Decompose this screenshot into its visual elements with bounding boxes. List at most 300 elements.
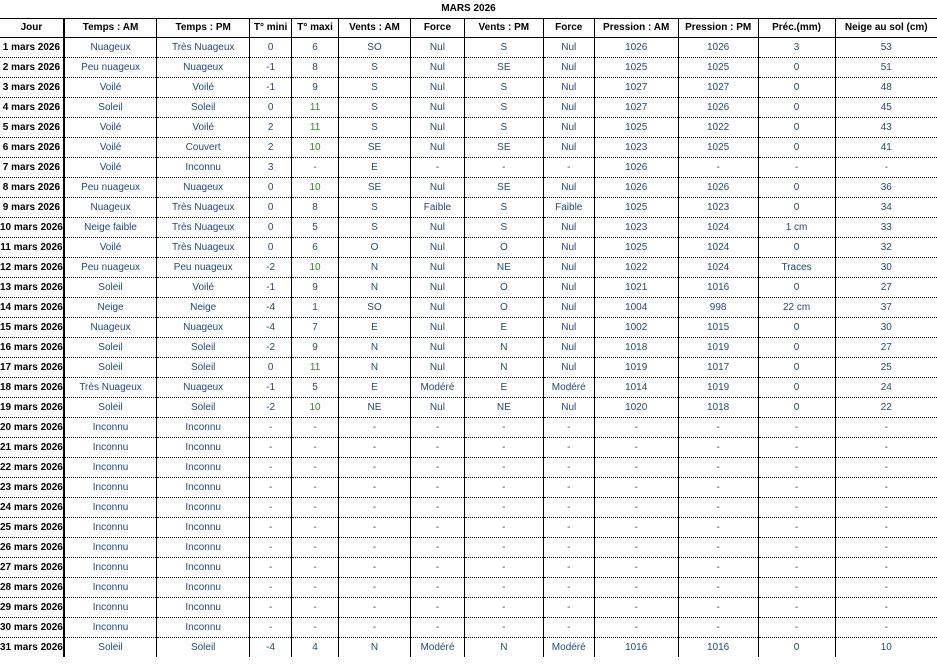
- table-cell[interactable]: 1022: [594, 258, 678, 278]
- table-cell[interactable]: 0: [758, 138, 835, 158]
- table-cell[interactable]: -: [292, 458, 339, 478]
- table-cell[interactable]: 0: [250, 218, 292, 238]
- table-cell[interactable]: Peu nuageux: [64, 178, 157, 198]
- table-cell[interactable]: Soleil: [64, 638, 157, 658]
- table-cell[interactable]: SE: [339, 138, 411, 158]
- table-cell[interactable]: 37: [835, 298, 937, 318]
- table-cell[interactable]: -: [594, 498, 678, 518]
- table-cell[interactable]: 0: [758, 98, 835, 118]
- row-date[interactable]: 9 mars 2026: [0, 198, 64, 218]
- column-header[interactable]: Pression : PM: [678, 19, 758, 38]
- table-cell[interactable]: Inconnu: [64, 438, 157, 458]
- table-cell[interactable]: -: [678, 498, 758, 518]
- table-cell[interactable]: 2: [250, 138, 292, 158]
- table-cell[interactable]: -: [543, 578, 594, 598]
- column-header[interactable]: Vents : AM: [339, 19, 411, 38]
- table-cell[interactable]: N: [464, 338, 543, 358]
- table-cell[interactable]: 1016: [678, 638, 758, 658]
- table-cell[interactable]: Soleil: [157, 358, 250, 378]
- table-cell[interactable]: 1021: [594, 278, 678, 298]
- table-cell[interactable]: 1 cm: [758, 218, 835, 238]
- table-cell[interactable]: 1024: [678, 218, 758, 238]
- table-cell[interactable]: 4: [292, 638, 339, 658]
- table-cell[interactable]: -: [410, 578, 464, 598]
- table-cell[interactable]: N: [339, 258, 411, 278]
- table-cell[interactable]: 1027: [594, 98, 678, 118]
- table-cell[interactable]: 27: [835, 278, 937, 298]
- table-cell[interactable]: 2: [250, 118, 292, 138]
- table-cell[interactable]: -: [678, 478, 758, 498]
- table-cell[interactable]: Faible: [543, 198, 594, 218]
- table-cell[interactable]: -: [594, 538, 678, 558]
- table-cell[interactable]: -: [292, 618, 339, 638]
- row-date[interactable]: 26 mars 2026: [0, 538, 64, 558]
- table-cell[interactable]: 34: [835, 198, 937, 218]
- table-cell[interactable]: Nul: [410, 298, 464, 318]
- table-cell[interactable]: 11: [292, 98, 339, 118]
- table-cell[interactable]: 1025: [594, 118, 678, 138]
- table-cell[interactable]: Inconnu: [157, 478, 250, 498]
- table-cell[interactable]: -: [464, 518, 543, 538]
- row-date[interactable]: 12 mars 2026: [0, 258, 64, 278]
- table-cell[interactable]: -: [464, 418, 543, 438]
- table-cell[interactable]: N: [339, 638, 411, 658]
- column-header[interactable]: T° maxi: [292, 19, 339, 38]
- column-header[interactable]: Temps : PM: [157, 19, 250, 38]
- table-cell[interactable]: O: [339, 238, 411, 258]
- row-date[interactable]: 3 mars 2026: [0, 78, 64, 98]
- table-cell[interactable]: 0: [758, 118, 835, 138]
- table-cell[interactable]: 1018: [594, 338, 678, 358]
- table-cell[interactable]: 27: [835, 338, 937, 358]
- table-cell[interactable]: Nul: [543, 138, 594, 158]
- row-date[interactable]: 28 mars 2026: [0, 578, 64, 598]
- table-cell[interactable]: Nul: [410, 118, 464, 138]
- table-cell[interactable]: -: [543, 498, 594, 518]
- table-cell[interactable]: Nuageux: [157, 318, 250, 338]
- table-cell[interactable]: 1025: [678, 138, 758, 158]
- table-cell[interactable]: Très Nuageux: [64, 378, 157, 398]
- table-cell[interactable]: -: [292, 598, 339, 618]
- table-cell[interactable]: Soleil: [64, 98, 157, 118]
- table-cell[interactable]: 9: [292, 78, 339, 98]
- table-cell[interactable]: -: [678, 458, 758, 478]
- row-date[interactable]: 29 mars 2026: [0, 598, 64, 618]
- table-cell[interactable]: -: [464, 558, 543, 578]
- column-header[interactable]: Neige au sol (cm): [835, 19, 937, 38]
- table-cell[interactable]: -: [594, 598, 678, 618]
- table-cell[interactable]: -: [594, 458, 678, 478]
- table-cell[interactable]: Voilé: [157, 278, 250, 298]
- table-cell[interactable]: E: [339, 318, 411, 338]
- table-cell[interactable]: -: [464, 538, 543, 558]
- table-cell[interactable]: 6: [292, 38, 339, 58]
- table-cell[interactable]: -: [292, 478, 339, 498]
- table-cell[interactable]: S: [464, 98, 543, 118]
- table-cell[interactable]: -1: [250, 78, 292, 98]
- table-cell[interactable]: Inconnu: [157, 598, 250, 618]
- table-cell[interactable]: 0: [758, 198, 835, 218]
- table-cell[interactable]: Inconnu: [157, 438, 250, 458]
- table-cell[interactable]: Neige: [64, 298, 157, 318]
- table-cell[interactable]: Nul: [410, 338, 464, 358]
- table-cell[interactable]: 1023: [678, 198, 758, 218]
- table-cell[interactable]: -: [835, 498, 937, 518]
- table-cell[interactable]: -: [835, 538, 937, 558]
- table-cell[interactable]: O: [464, 278, 543, 298]
- table-cell[interactable]: 22 cm: [758, 298, 835, 318]
- table-cell[interactable]: -4: [250, 638, 292, 658]
- table-cell[interactable]: Nul: [410, 98, 464, 118]
- table-cell[interactable]: 1027: [678, 78, 758, 98]
- table-cell[interactable]: Nul: [410, 358, 464, 378]
- table-cell[interactable]: Nul: [543, 58, 594, 78]
- table-cell[interactable]: Nul: [543, 258, 594, 278]
- table-cell[interactable]: 9: [292, 278, 339, 298]
- table-cell[interactable]: 1026: [678, 178, 758, 198]
- row-date[interactable]: 10 mars 2026: [0, 218, 64, 238]
- table-cell[interactable]: Nul: [410, 38, 464, 58]
- table-cell[interactable]: -: [835, 598, 937, 618]
- table-cell[interactable]: -: [758, 598, 835, 618]
- row-date[interactable]: 30 mars 2026: [0, 618, 64, 638]
- table-cell[interactable]: N: [464, 638, 543, 658]
- table-cell[interactable]: S: [339, 98, 411, 118]
- table-cell[interactable]: 48: [835, 78, 937, 98]
- table-cell[interactable]: -1: [250, 58, 292, 78]
- row-date[interactable]: 8 mars 2026: [0, 178, 64, 198]
- table-cell[interactable]: 1026: [594, 158, 678, 178]
- table-cell[interactable]: Inconnu: [157, 458, 250, 478]
- table-cell[interactable]: 1019: [678, 378, 758, 398]
- table-cell[interactable]: 0: [758, 398, 835, 418]
- table-cell[interactable]: 1018: [678, 398, 758, 418]
- table-cell[interactable]: -: [410, 438, 464, 458]
- table-cell[interactable]: S: [339, 218, 411, 238]
- table-cell[interactable]: 0: [250, 98, 292, 118]
- table-cell[interactable]: Nul: [543, 278, 594, 298]
- table-cell[interactable]: -: [410, 518, 464, 538]
- table-cell[interactable]: NE: [464, 398, 543, 418]
- table-cell[interactable]: -: [250, 518, 292, 538]
- table-cell[interactable]: Soleil: [64, 278, 157, 298]
- table-cell[interactable]: Nul: [543, 358, 594, 378]
- table-cell[interactable]: -1: [250, 278, 292, 298]
- table-cell[interactable]: 10: [292, 178, 339, 198]
- row-date[interactable]: 15 mars 2026: [0, 318, 64, 338]
- table-cell[interactable]: Peu nuageux: [64, 58, 157, 78]
- table-cell[interactable]: Nul: [543, 318, 594, 338]
- table-cell[interactable]: Nul: [410, 398, 464, 418]
- table-cell[interactable]: 5: [292, 218, 339, 238]
- table-cell[interactable]: -: [835, 458, 937, 478]
- table-cell[interactable]: -: [292, 578, 339, 598]
- row-date[interactable]: 24 mars 2026: [0, 498, 64, 518]
- table-cell[interactable]: Très Nuageux: [157, 218, 250, 238]
- table-cell[interactable]: -: [250, 578, 292, 598]
- table-cell[interactable]: Inconnu: [64, 558, 157, 578]
- row-date[interactable]: 4 mars 2026: [0, 98, 64, 118]
- table-cell[interactable]: 0: [758, 358, 835, 378]
- table-cell[interactable]: Soleil: [157, 398, 250, 418]
- table-cell[interactable]: 7: [292, 318, 339, 338]
- table-cell[interactable]: -: [292, 498, 339, 518]
- table-cell[interactable]: -: [292, 538, 339, 558]
- table-cell[interactable]: 1025: [678, 58, 758, 78]
- table-cell[interactable]: Inconnu: [157, 158, 250, 178]
- row-date[interactable]: 16 mars 2026: [0, 338, 64, 358]
- table-cell[interactable]: 0: [758, 178, 835, 198]
- table-cell[interactable]: -: [758, 438, 835, 458]
- table-cell[interactable]: Soleil: [64, 398, 157, 418]
- table-cell[interactable]: -: [835, 558, 937, 578]
- table-cell[interactable]: -: [339, 438, 411, 458]
- table-cell[interactable]: 1025: [594, 198, 678, 218]
- table-cell[interactable]: -2: [250, 338, 292, 358]
- table-cell[interactable]: -: [543, 438, 594, 458]
- table-cell[interactable]: 0: [758, 638, 835, 658]
- table-cell[interactable]: -: [835, 158, 937, 178]
- table-cell[interactable]: -: [594, 478, 678, 498]
- table-cell[interactable]: -: [250, 618, 292, 638]
- table-cell[interactable]: -: [678, 558, 758, 578]
- table-cell[interactable]: -: [594, 618, 678, 638]
- table-cell[interactable]: 1026: [594, 178, 678, 198]
- table-cell[interactable]: 0: [758, 378, 835, 398]
- table-cell[interactable]: -: [250, 418, 292, 438]
- table-cell[interactable]: Inconnu: [64, 578, 157, 598]
- row-date[interactable]: 17 mars 2026: [0, 358, 64, 378]
- table-cell[interactable]: S: [464, 38, 543, 58]
- row-date[interactable]: 22 mars 2026: [0, 458, 64, 478]
- row-date[interactable]: 25 mars 2026: [0, 518, 64, 538]
- column-header[interactable]: T° mini: [250, 19, 292, 38]
- table-cell[interactable]: -: [543, 418, 594, 438]
- table-cell[interactable]: Neige faible: [64, 218, 157, 238]
- table-cell[interactable]: -: [758, 498, 835, 518]
- table-cell[interactable]: Inconnu: [157, 618, 250, 638]
- table-cell[interactable]: -: [464, 438, 543, 458]
- table-cell[interactable]: Nuageux: [64, 198, 157, 218]
- table-cell[interactable]: -: [835, 438, 937, 458]
- table-cell[interactable]: 30: [835, 318, 937, 338]
- table-cell[interactable]: S: [339, 118, 411, 138]
- table-cell[interactable]: 1019: [678, 338, 758, 358]
- table-cell[interactable]: 8: [292, 58, 339, 78]
- table-cell[interactable]: 1015: [678, 318, 758, 338]
- row-date[interactable]: 1 mars 2026: [0, 38, 64, 58]
- table-cell[interactable]: 51: [835, 58, 937, 78]
- table-cell[interactable]: -2: [250, 398, 292, 418]
- table-cell[interactable]: -: [250, 458, 292, 478]
- row-date[interactable]: 7 mars 2026: [0, 158, 64, 178]
- table-cell[interactable]: Voilé: [64, 118, 157, 138]
- table-cell[interactable]: 9: [292, 338, 339, 358]
- table-cell[interactable]: -: [464, 498, 543, 518]
- column-header[interactable]: Jour: [0, 19, 64, 38]
- table-cell[interactable]: S: [464, 218, 543, 238]
- table-cell[interactable]: Très Nuageux: [157, 198, 250, 218]
- table-cell[interactable]: -: [339, 578, 411, 598]
- table-cell[interactable]: Soleil: [157, 638, 250, 658]
- table-cell[interactable]: 1016: [594, 638, 678, 658]
- table-cell[interactable]: 998: [678, 298, 758, 318]
- table-cell[interactable]: Soleil: [157, 338, 250, 358]
- table-cell[interactable]: Traces: [758, 258, 835, 278]
- table-cell[interactable]: Faible: [410, 198, 464, 218]
- table-cell[interactable]: -: [250, 598, 292, 618]
- table-cell[interactable]: -: [594, 518, 678, 538]
- table-cell[interactable]: 1017: [678, 358, 758, 378]
- table-cell[interactable]: -: [543, 458, 594, 478]
- table-cell[interactable]: S: [464, 198, 543, 218]
- table-cell[interactable]: -: [250, 538, 292, 558]
- table-cell[interactable]: Nuageux: [157, 378, 250, 398]
- table-cell[interactable]: -: [678, 418, 758, 438]
- table-cell[interactable]: -: [543, 618, 594, 638]
- table-cell[interactable]: -4: [250, 298, 292, 318]
- table-cell[interactable]: 0: [250, 38, 292, 58]
- table-cell[interactable]: Inconnu: [64, 598, 157, 618]
- table-cell[interactable]: Peu nuageux: [64, 258, 157, 278]
- table-cell[interactable]: -: [758, 578, 835, 598]
- table-cell[interactable]: SE: [339, 178, 411, 198]
- table-cell[interactable]: -: [410, 458, 464, 478]
- table-cell[interactable]: Nul: [410, 258, 464, 278]
- table-cell[interactable]: -: [678, 618, 758, 638]
- table-cell[interactable]: Nuageux: [157, 178, 250, 198]
- column-header[interactable]: Vents : PM: [464, 19, 543, 38]
- table-cell[interactable]: -: [339, 418, 411, 438]
- table-cell[interactable]: E: [464, 318, 543, 338]
- table-cell[interactable]: Soleil: [157, 98, 250, 118]
- table-cell[interactable]: Voilé: [64, 158, 157, 178]
- table-cell[interactable]: S: [339, 58, 411, 78]
- table-cell[interactable]: 41: [835, 138, 937, 158]
- table-cell[interactable]: Inconnu: [157, 558, 250, 578]
- table-cell[interactable]: 45: [835, 98, 937, 118]
- table-cell[interactable]: 1024: [678, 238, 758, 258]
- table-cell[interactable]: 1022: [678, 118, 758, 138]
- table-cell[interactable]: -: [835, 578, 937, 598]
- table-cell[interactable]: -: [543, 558, 594, 578]
- table-cell[interactable]: N: [339, 358, 411, 378]
- table-cell[interactable]: Inconnu: [64, 518, 157, 538]
- table-cell[interactable]: -: [339, 618, 411, 638]
- table-cell[interactable]: -: [410, 418, 464, 438]
- table-cell[interactable]: 1024: [678, 258, 758, 278]
- table-cell[interactable]: E: [339, 378, 411, 398]
- table-cell[interactable]: Couvert: [157, 138, 250, 158]
- table-cell[interactable]: Inconnu: [157, 518, 250, 538]
- table-cell[interactable]: 10: [835, 638, 937, 658]
- table-cell[interactable]: 10: [292, 258, 339, 278]
- row-date[interactable]: 11 mars 2026: [0, 238, 64, 258]
- table-cell[interactable]: -: [464, 478, 543, 498]
- table-cell[interactable]: -: [758, 418, 835, 438]
- column-header[interactable]: Force: [410, 19, 464, 38]
- table-cell[interactable]: 1002: [594, 318, 678, 338]
- table-cell[interactable]: -: [339, 538, 411, 558]
- row-date[interactable]: 23 mars 2026: [0, 478, 64, 498]
- table-cell[interactable]: 1019: [594, 358, 678, 378]
- table-cell[interactable]: Inconnu: [157, 538, 250, 558]
- table-cell[interactable]: Nul: [410, 218, 464, 238]
- table-cell[interactable]: -: [678, 598, 758, 618]
- table-cell[interactable]: -: [835, 418, 937, 438]
- table-cell[interactable]: 1023: [594, 138, 678, 158]
- table-cell[interactable]: Inconnu: [157, 418, 250, 438]
- table-cell[interactable]: Très Nuageux: [157, 238, 250, 258]
- table-cell[interactable]: SE: [464, 58, 543, 78]
- table-cell[interactable]: -: [594, 578, 678, 598]
- table-cell[interactable]: 6: [292, 238, 339, 258]
- column-header[interactable]: Pression : AM: [594, 19, 678, 38]
- row-date[interactable]: 18 mars 2026: [0, 378, 64, 398]
- table-cell[interactable]: 0: [758, 338, 835, 358]
- table-cell[interactable]: Nul: [543, 298, 594, 318]
- table-cell[interactable]: Nul: [410, 238, 464, 258]
- table-cell[interactable]: Nul: [410, 138, 464, 158]
- table-cell[interactable]: E: [464, 378, 543, 398]
- column-header[interactable]: Temps : AM: [64, 19, 157, 38]
- table-cell[interactable]: -: [250, 558, 292, 578]
- table-cell[interactable]: 1014: [594, 378, 678, 398]
- table-cell[interactable]: -: [410, 498, 464, 518]
- table-cell[interactable]: -: [835, 478, 937, 498]
- table-cell[interactable]: Inconnu: [157, 498, 250, 518]
- table-cell[interactable]: -: [678, 578, 758, 598]
- column-header[interactable]: Force: [543, 19, 594, 38]
- table-cell[interactable]: SO: [339, 298, 411, 318]
- table-cell[interactable]: 0: [250, 178, 292, 198]
- table-cell[interactable]: 0: [758, 58, 835, 78]
- table-cell[interactable]: -: [410, 618, 464, 638]
- table-cell[interactable]: -: [758, 518, 835, 538]
- table-cell[interactable]: S: [464, 78, 543, 98]
- table-cell[interactable]: SO: [339, 38, 411, 58]
- table-cell[interactable]: Très Nuageux: [157, 38, 250, 58]
- table-cell[interactable]: -: [678, 518, 758, 538]
- row-date[interactable]: 13 mars 2026: [0, 278, 64, 298]
- table-cell[interactable]: NE: [339, 398, 411, 418]
- table-cell[interactable]: -: [410, 158, 464, 178]
- table-cell[interactable]: -: [464, 578, 543, 598]
- table-cell[interactable]: Nuageux: [157, 58, 250, 78]
- table-cell[interactable]: Modéré: [543, 378, 594, 398]
- table-cell[interactable]: -: [410, 558, 464, 578]
- table-cell[interactable]: -: [339, 518, 411, 538]
- table-cell[interactable]: 33: [835, 218, 937, 238]
- row-date[interactable]: 31 mars 2026: [0, 641, 63, 653]
- table-cell[interactable]: -: [292, 558, 339, 578]
- table-cell[interactable]: -: [410, 598, 464, 618]
- table-cell[interactable]: Modéré: [543, 638, 594, 658]
- row-date[interactable]: 21 mars 2026: [0, 438, 64, 458]
- table-cell[interactable]: -: [543, 478, 594, 498]
- table-cell[interactable]: Nul: [543, 398, 594, 418]
- table-cell[interactable]: 1025: [594, 238, 678, 258]
- table-cell[interactable]: SE: [464, 138, 543, 158]
- table-cell[interactable]: Nul: [543, 178, 594, 198]
- table-cell[interactable]: -: [543, 598, 594, 618]
- table-cell[interactable]: -: [835, 518, 937, 538]
- table-cell[interactable]: -: [543, 158, 594, 178]
- table-cell[interactable]: -: [410, 478, 464, 498]
- table-cell[interactable]: Nul: [543, 118, 594, 138]
- table-cell[interactable]: -: [678, 538, 758, 558]
- table-cell[interactable]: 32: [835, 238, 937, 258]
